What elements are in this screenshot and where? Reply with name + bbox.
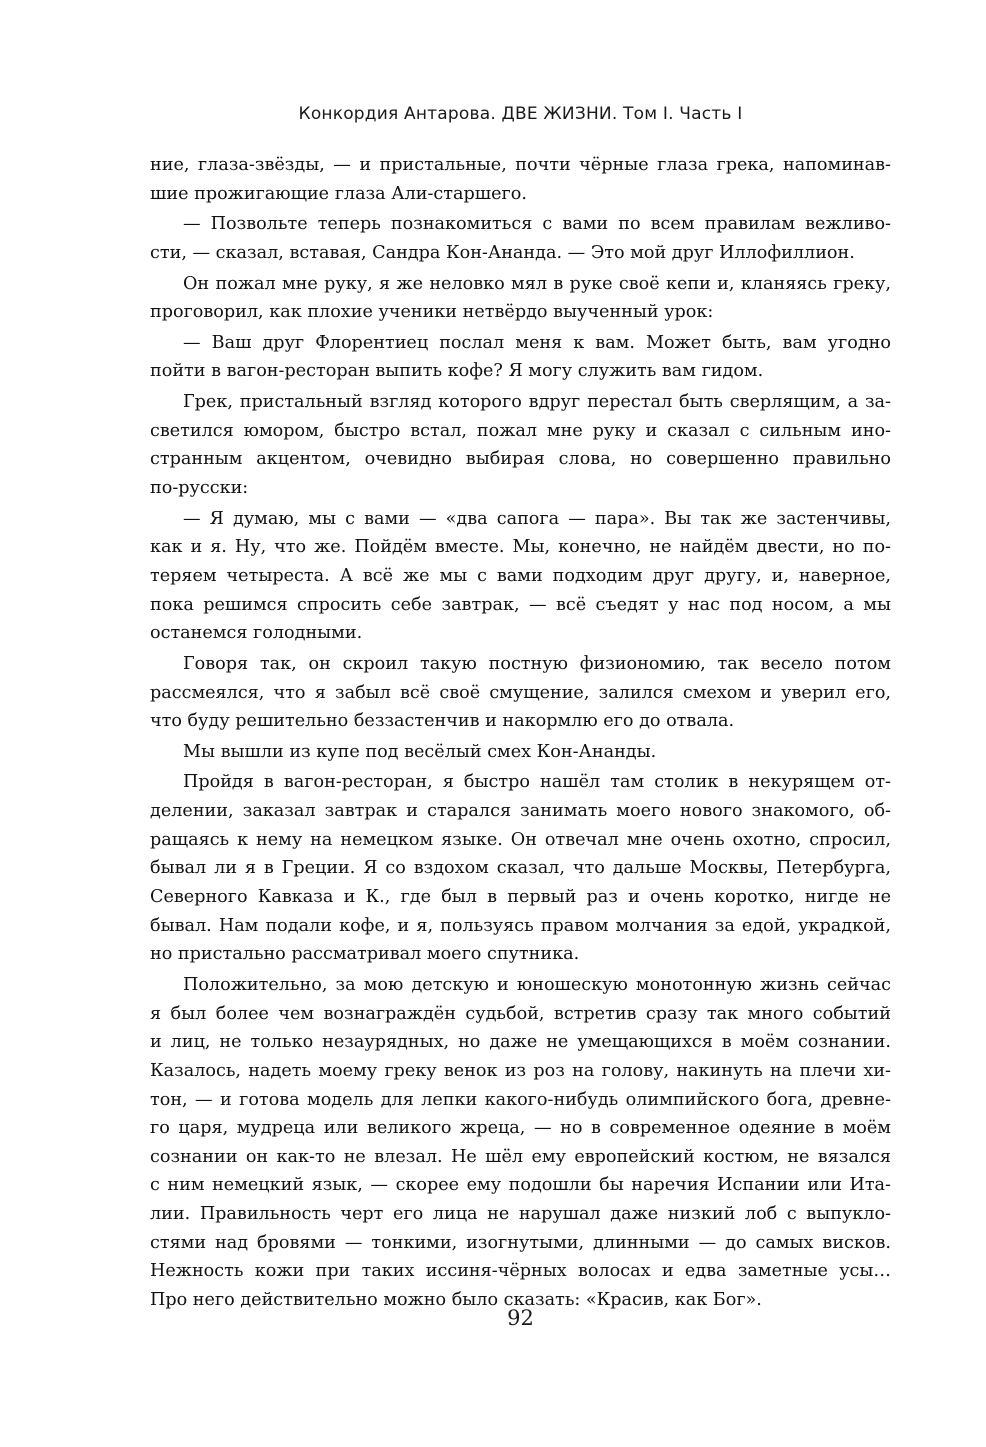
paragraph — [150, 768, 891, 968]
text-line: странным акцентом, очевидно выбирая слова, но совершенно правильно — [150, 449, 891, 470]
text-line: Про него действительно можно было сказать: «Красив, как Бог». — [150, 1289, 762, 1310]
text-line: останемся голодными. — [150, 623, 363, 644]
text-line: пойти в вагон-ресторан выпить кофе? Я могу служить вам гидом. — [150, 361, 764, 382]
text-line: Северного Кавказа и К., где был в первый раз и очень коротко, нигде не — [150, 887, 891, 908]
text-line: делении, заказал завтрак и старался занимать моего нового знакомого, об- — [150, 801, 891, 822]
paragraph — [150, 270, 891, 327]
text-line: но пристально рассматривал моего спутника. — [150, 944, 580, 965]
text-line: и лиц, не только незаурядных, но даже не умещающихся в моём сознании. — [150, 1032, 891, 1053]
text-line: — Ваш друг Флорентиец послал меня к вам. Может быть, вам угодно — [183, 332, 891, 353]
text-line: с ним немецкий язык, — скорее ему подошли бы наречия Испании или Ита- — [150, 1175, 891, 1196]
paragraph — [150, 650, 891, 736]
paragraph — [150, 210, 891, 267]
text-line: Он пожал мне руку, я же неловко мял в руке своё кепи и, кланяясь греку, — [183, 273, 891, 294]
text-line: стями над бровями — тонкими, изогнутыми, длинными — до самых висков. — [150, 1232, 891, 1253]
paragraph — [150, 971, 891, 1315]
text-line: Мы вышли из купе под весёлый смех Кон-Ананды. — [183, 741, 657, 762]
text-line: по-русски: — [150, 478, 249, 499]
text-line: я был более чем вознаграждён судьбой, встретив сразу так много событий — [150, 1003, 891, 1024]
text-line: проговорил, как плохие ученики нетвёрдо выученный урок: — [150, 302, 714, 323]
text-line: теряем четыреста. А всё же мы с вами подходим друг другу, и, наверное, — [150, 565, 891, 586]
text-line: Нежность кожи при таких иссиня-чёрных волосах и едва заметные усы… — [150, 1261, 891, 1282]
text-line: бывал. Нам подали кофе, и я, пользуясь правом молчания за едой, украдкой, — [150, 915, 891, 936]
paragraph — [150, 151, 891, 208]
running-header: Конкордия Антарова. ДВЕ ЖИЗНИ. Том I. Часть I — [298, 104, 743, 124]
text-line: тон, — и готова модель для лепки какого-нибудь олимпийского бога, древне- — [150, 1089, 891, 1110]
paragraph — [150, 505, 891, 648]
text-line: лии. Правильность черт его лица не нарушал даже низкий лоб с выпукло- — [150, 1204, 891, 1225]
text-line: — Я думаю, мы с вами — «два сапога — пара». Вы так же застенчивы, — [183, 508, 891, 529]
paragraph — [150, 388, 891, 503]
text-line: бывал ли я в Греции. Я со вздохом сказал, что дальше Москвы, Петербурга, — [150, 858, 891, 879]
text-line: — Позвольте теперь познакомиться с вами по всем правилам вежливо- — [183, 214, 891, 235]
page-number: 92 — [507, 1306, 534, 1330]
text-line: как и я. Ну, что же. Пойдём вместе. Мы, конечно, не найдём двести, но по- — [150, 537, 891, 558]
paragraph — [150, 738, 891, 767]
text-line: Казалось, надеть моему греку венок из роз на голову, накинуть на плечи хи- — [150, 1060, 891, 1081]
text-line: пока решимся спросить себе завтрак, — всё съедят у нас под носом, а мы — [150, 594, 891, 615]
text-line: рассмеялся, что я забыл всё своё смущение, залился смехом и уверил его, — [150, 682, 891, 703]
text-line: ращаясь к нему на немецком языке. Он отвечал мне очень охотно, спросил, — [150, 829, 891, 850]
text-line: го царя, мудреца или великого жреца, — но в современное одеяние в моём — [150, 1118, 891, 1139]
text-line: ние, глаза-звёзды, — и пристальные, почти чёрные глаза грека, напоминав- — [150, 155, 891, 175]
text-line: Грек, пристальный взгляд которого вдруг перестал быть сверлящим, а за- — [183, 392, 891, 413]
text-line: сти, — сказал, вставая, Сандра Кон-Ананда. — Это мой друг Иллофиллион. — [150, 242, 855, 263]
text-line: сознании он как-то не влезал. Не шёл ему европейский костюм, не вязался — [150, 1146, 891, 1167]
text-line: Пройдя в вагон-ресторан, я быстро нашёл там столик в некурящем от- — [183, 772, 891, 793]
text-line: что буду решительно беззастенчив и накормлю его до отвала. — [150, 711, 735, 732]
paragraph — [150, 329, 891, 386]
text-line: шие прожигающие глаза Али-старшего. — [150, 183, 527, 204]
body-text — [150, 151, 891, 1317]
text-line: светился юмором, быстро встал, пожал мне руку и сказал с сильным ино- — [150, 420, 891, 441]
text-line: Положительно, за мою детскую и юношескую монотонную жизнь сейчас — [183, 974, 891, 995]
text-line: Говоря так, он скроил такую постную физиономию, так весело потом — [183, 653, 891, 674]
